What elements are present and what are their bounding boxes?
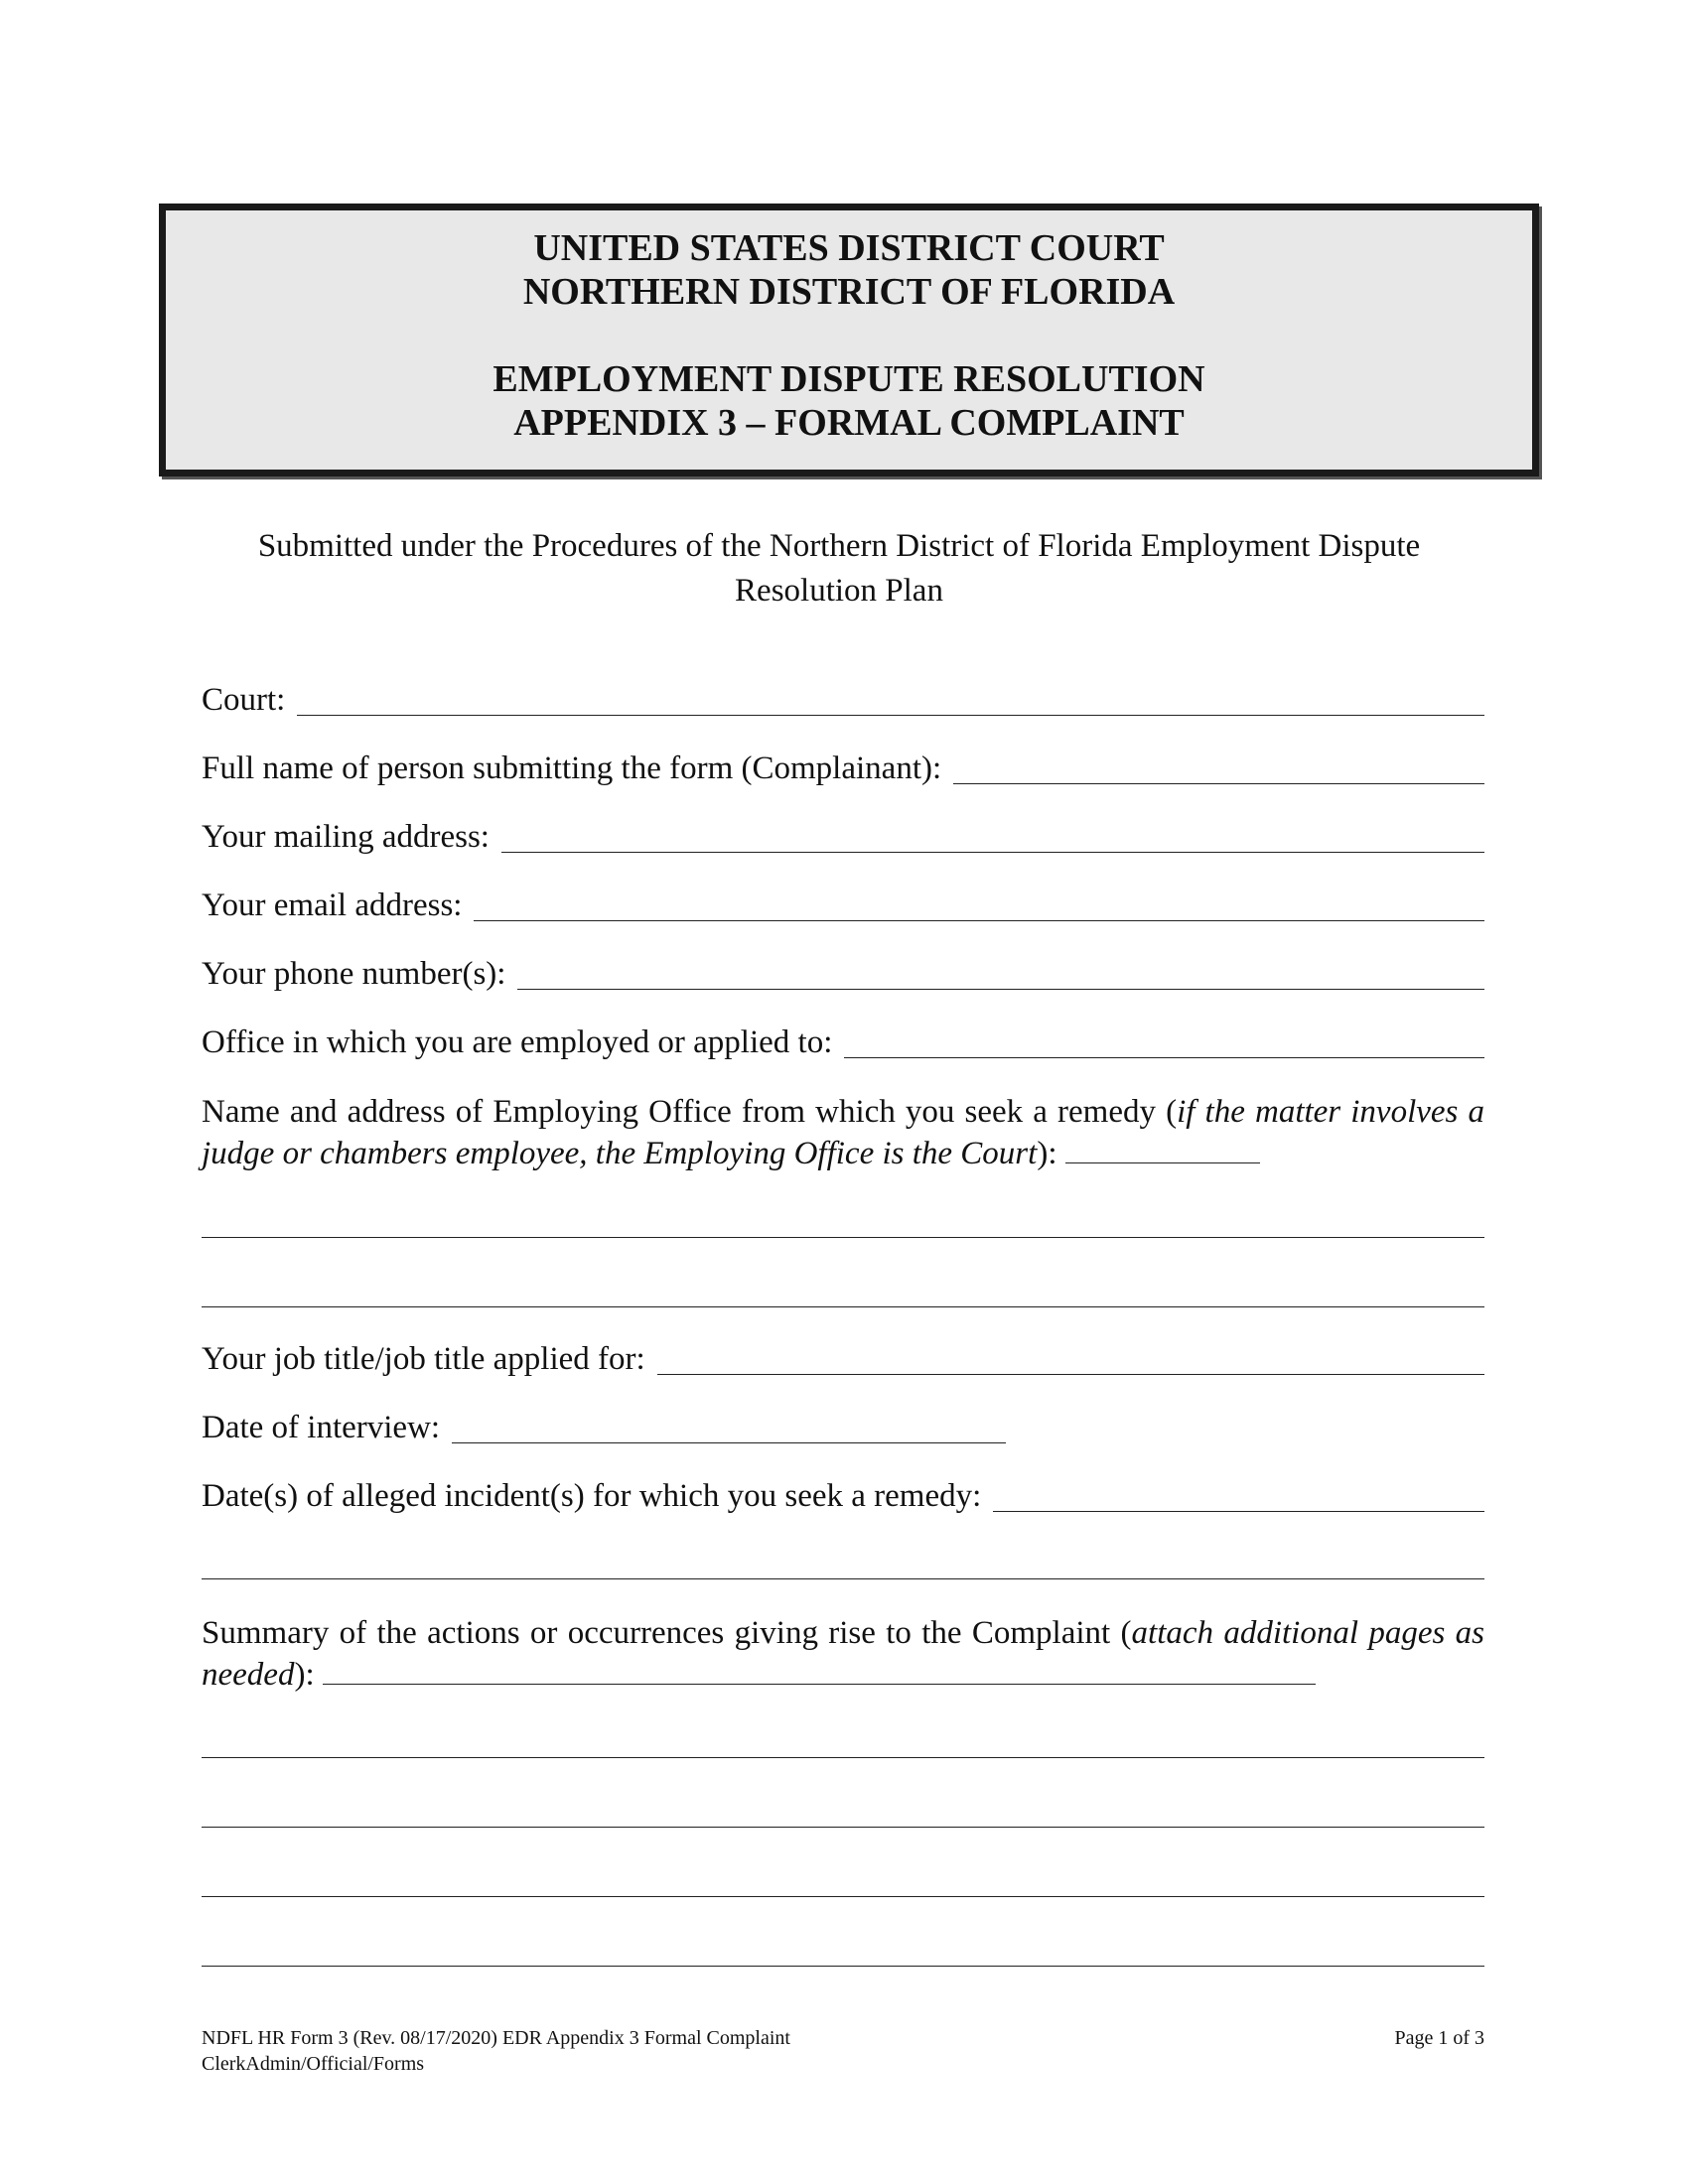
phone-label: Your phone number(s): xyxy=(202,956,506,992)
court-label: Court: xyxy=(202,682,286,718)
footer-form-id: NDFL HR Form 3 (Rev. 08/17/2020) EDR Appendix 3 Formal Complaint xyxy=(202,2027,790,2049)
complainant-name-field xyxy=(202,749,1484,788)
form-appendix-title: APPENDIX 3 – FORMAL COMPLAINT xyxy=(513,402,1185,444)
phone-field xyxy=(202,954,1484,994)
incident-dates-extra-line[interactable] xyxy=(202,1578,1484,1579)
interview-date-input-line[interactable] xyxy=(452,1413,1006,1443)
email-address-field xyxy=(202,886,1484,925)
court-field xyxy=(202,680,1484,720)
incident-dates-label: Date(s) of alleged incident(s) for which you seek a remedy: xyxy=(202,1478,982,1514)
interview-date-label: Date of interview: xyxy=(202,1410,441,1445)
complainant-name-input-line[interactable] xyxy=(953,753,1484,784)
summary-input-line[interactable] xyxy=(323,1656,1316,1685)
court-input-line[interactable] xyxy=(297,685,1484,716)
summary-label-end: ): xyxy=(294,1657,315,1693)
job-title-label: Your job title/job title applied for: xyxy=(202,1341,645,1377)
office-input-line[interactable] xyxy=(844,1027,1484,1058)
mailing-address-field xyxy=(202,817,1484,857)
employing-office-label-end: ): xyxy=(1037,1136,1057,1171)
page-footer xyxy=(202,2025,1484,2077)
complainant-name-label: Full name of person submitting the form (Complainant): xyxy=(202,751,942,786)
office-label: Office in which you are employed or applied to: xyxy=(202,1024,833,1060)
summary-label: Summary of the actions or occurrences giving rise to the Complaint ( xyxy=(202,1615,1132,1651)
summary-extra-line-2[interactable] xyxy=(202,1827,1484,1828)
employing-office-label: Name and address of Employing Office from which you seek a remedy ( xyxy=(202,1094,1178,1130)
summary-extra-line-1[interactable] xyxy=(202,1757,1484,1758)
form-subtitle: Submitted under the Procedures of the Northern District of Florida Employment Dispute Resolution Plan xyxy=(257,528,1421,609)
mailing-address-input-line[interactable] xyxy=(501,822,1484,853)
job-title-field xyxy=(202,1339,1484,1379)
phone-input-line[interactable] xyxy=(517,959,1484,990)
employing-office-field xyxy=(202,1091,1484,1174)
incident-dates-input-line[interactable] xyxy=(993,1481,1484,1512)
mailing-address-label: Your mailing address: xyxy=(202,819,490,855)
interview-date-field xyxy=(202,1408,1006,1447)
summary-field xyxy=(202,1612,1484,1696)
job-title-input-line[interactable] xyxy=(657,1344,1484,1375)
form-program-title: EMPLOYMENT DISPUTE RESOLUTION xyxy=(492,358,1205,400)
footer-path: ClerkAdmin/Official/Forms xyxy=(202,2053,425,2075)
employing-office-note: if the matter involves a judge or chambers employee, the Employing Office is the Court xyxy=(202,1094,1484,1171)
email-address-input-line[interactable] xyxy=(474,890,1484,921)
office-field xyxy=(202,1023,1484,1062)
incident-dates-field xyxy=(202,1476,1484,1516)
summary-extra-line-4[interactable] xyxy=(202,1966,1484,1967)
employing-office-extra-line-1[interactable] xyxy=(202,1237,1484,1238)
email-address-label: Your email address: xyxy=(202,887,463,923)
court-name: UNITED STATES DISTRICT COURT xyxy=(533,227,1165,269)
employing-office-extra-line-2[interactable] xyxy=(202,1306,1484,1307)
footer-page-number: Page 1 of 3 xyxy=(1394,2027,1484,2049)
summary-note: attach additional pages as needed xyxy=(202,1615,1484,1693)
employing-office-input-line[interactable] xyxy=(1065,1135,1260,1163)
form-header-box xyxy=(159,204,1539,477)
district-name: NORTHERN DISTRICT OF FLORIDA xyxy=(522,271,1176,313)
summary-extra-line-3[interactable] xyxy=(202,1896,1484,1897)
